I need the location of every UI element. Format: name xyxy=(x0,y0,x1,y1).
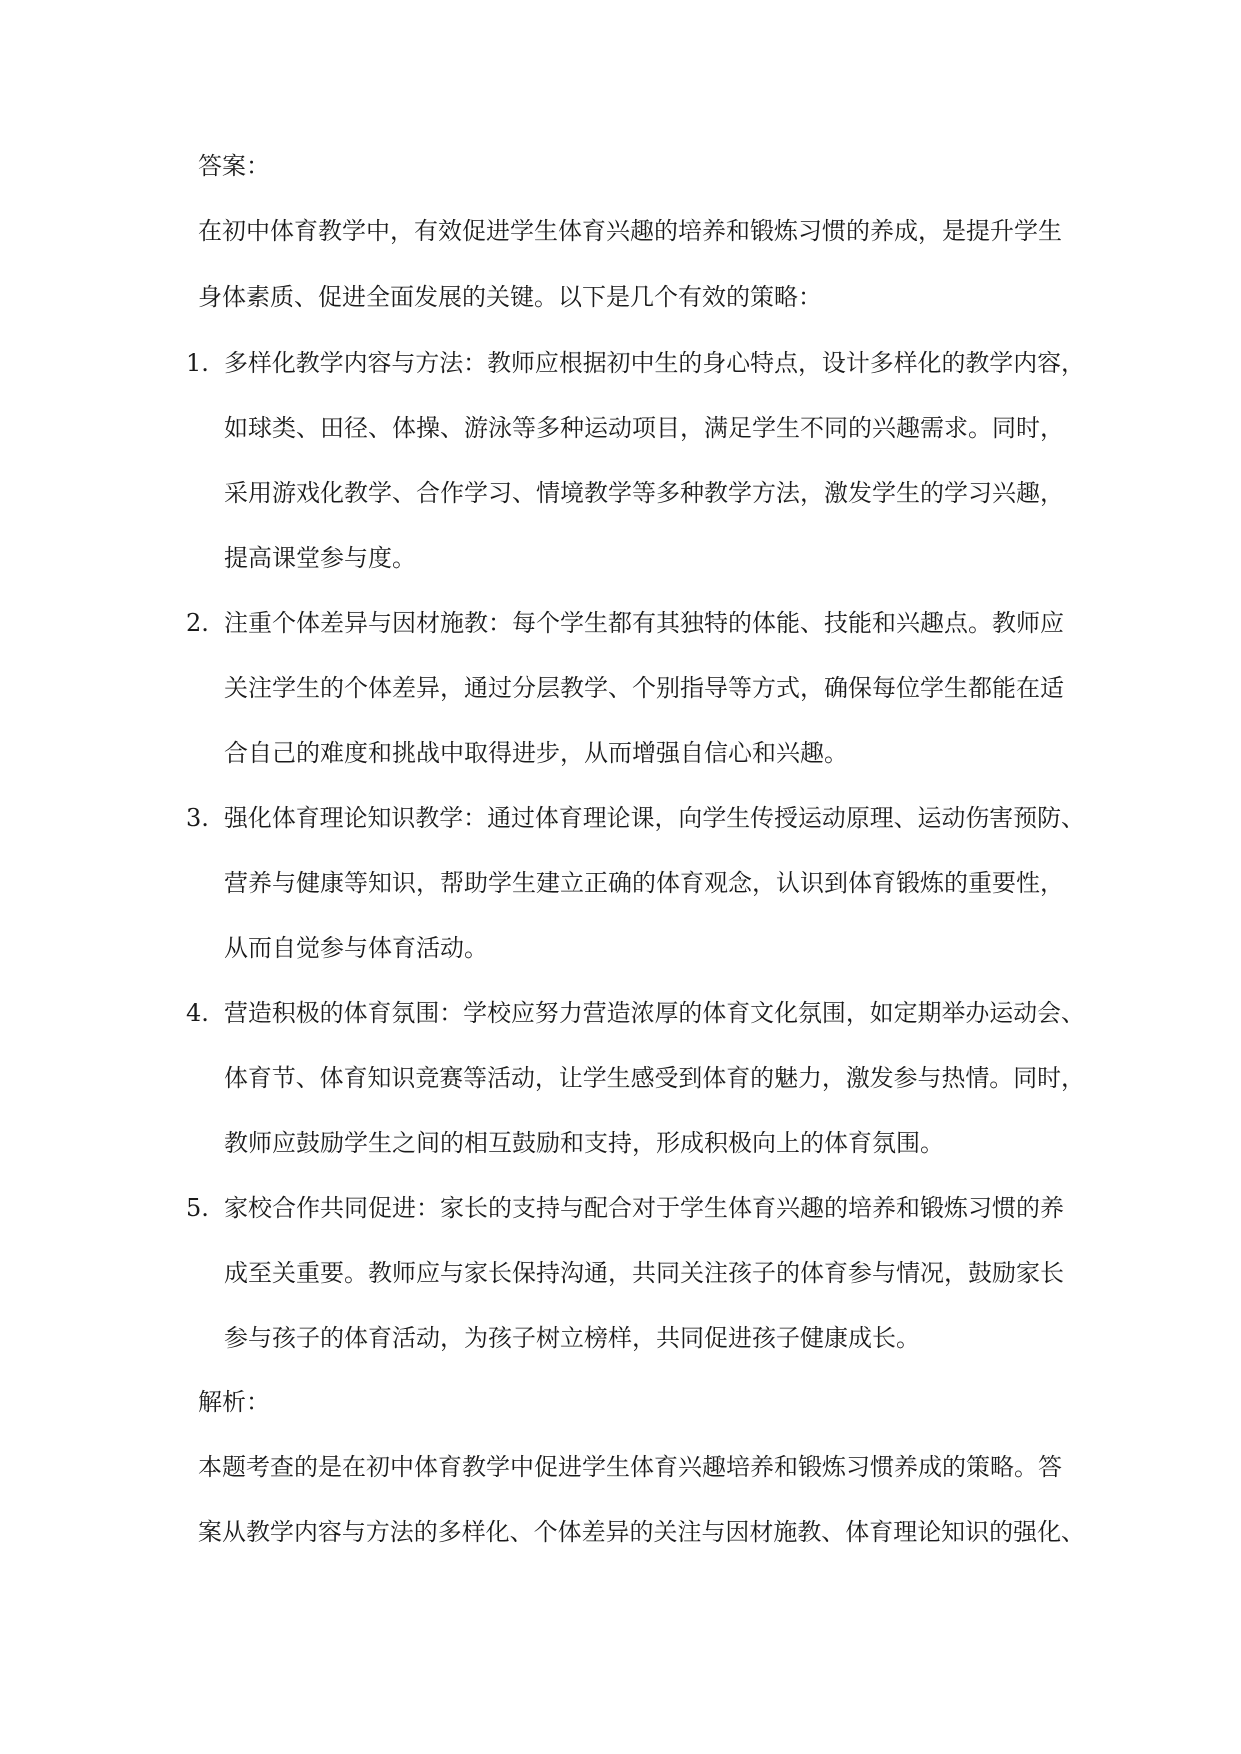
list-item-line: 采用游戏化教学、合作学习、情境教学等多种教学方法，激发学生的学习兴趣， xyxy=(224,479,1064,507)
intro-line: 在初中体育教学中，有效促进学生体育兴趣的培养和锻炼习惯的养成，是提升学生 xyxy=(198,217,1062,245)
list-item-line: 从而自觉参与体育活动。 xyxy=(224,934,488,962)
list-item-line: 营养与健康等知识，帮助学生建立正确的体育观念，认识到体育锻炼的重要性， xyxy=(224,869,1064,897)
list-item-line: 提高课堂参与度。 xyxy=(224,544,416,572)
list-item-line: 参与孩子的体育活动，为孩子树立榜样，共同促进孩子健康成长。 xyxy=(224,1324,920,1352)
list-item-line: 体育节、体育知识竞赛等活动，让学生感受到体育的魅力，激发参与热情。同时， xyxy=(224,1064,1085,1092)
list-item-line: 关注学生的个体差异，通过分层教学、个别指导等方式，确保每位学生都能在适 xyxy=(224,674,1064,702)
list-item-line: 强化体育理论知识教学：通过体育理论课，向学生传授运动原理、运动伤害预防、 xyxy=(224,804,1085,832)
list-item-line: 注重个体差异与因材施教：每个学生都有其独特的体能、技能和兴趣点。教师应 xyxy=(224,609,1064,637)
list-item-number: 4. xyxy=(186,999,209,1027)
list-item-number: 1. xyxy=(186,349,209,377)
list-item-number: 3. xyxy=(186,804,209,832)
list-item-line: 如球类、田径、体操、游泳等多种运动项目，满足学生不同的兴趣需求。同时， xyxy=(224,414,1064,442)
list-item-line: 家校合作共同促进：家长的支持与配合对于学生体育兴趣的培养和锻炼习惯的养 xyxy=(224,1194,1064,1222)
list-item-line: 合自己的难度和挑战中取得进步，从而增强自信心和兴趣。 xyxy=(224,739,848,767)
analysis-line: 案从教学内容与方法的多样化、个体差异的关注与因材施教、体育理论知识的强化、 xyxy=(198,1518,1086,1546)
analysis-label: 解析： xyxy=(198,1388,270,1416)
list-item-line: 教师应鼓励学生之间的相互鼓励和支持，形成积极向上的体育氛围。 xyxy=(224,1129,944,1157)
answer-label: 答案： xyxy=(198,152,270,180)
list-item-number: 5. xyxy=(186,1194,209,1222)
list-item-line: 成至关重要。教师应与家长保持沟通，共同关注孩子的体育参与情况，鼓励家长 xyxy=(224,1259,1064,1287)
list-item-line: 多样化教学内容与方法：教师应根据初中生的身心特点，设计多样化的教学内容， xyxy=(224,349,1085,377)
list-item-number: 2. xyxy=(186,609,209,637)
intro-line: 身体素质、促进全面发展的关键。以下是几个有效的策略： xyxy=(198,283,822,311)
list-item-line: 营造积极的体育氛围：学校应努力营造浓厚的体育文化氛围，如定期举办运动会、 xyxy=(224,999,1085,1027)
analysis-line: 本题考查的是在初中体育教学中促进学生体育兴趣培养和锻炼习惯养成的策略。答 xyxy=(198,1453,1062,1481)
